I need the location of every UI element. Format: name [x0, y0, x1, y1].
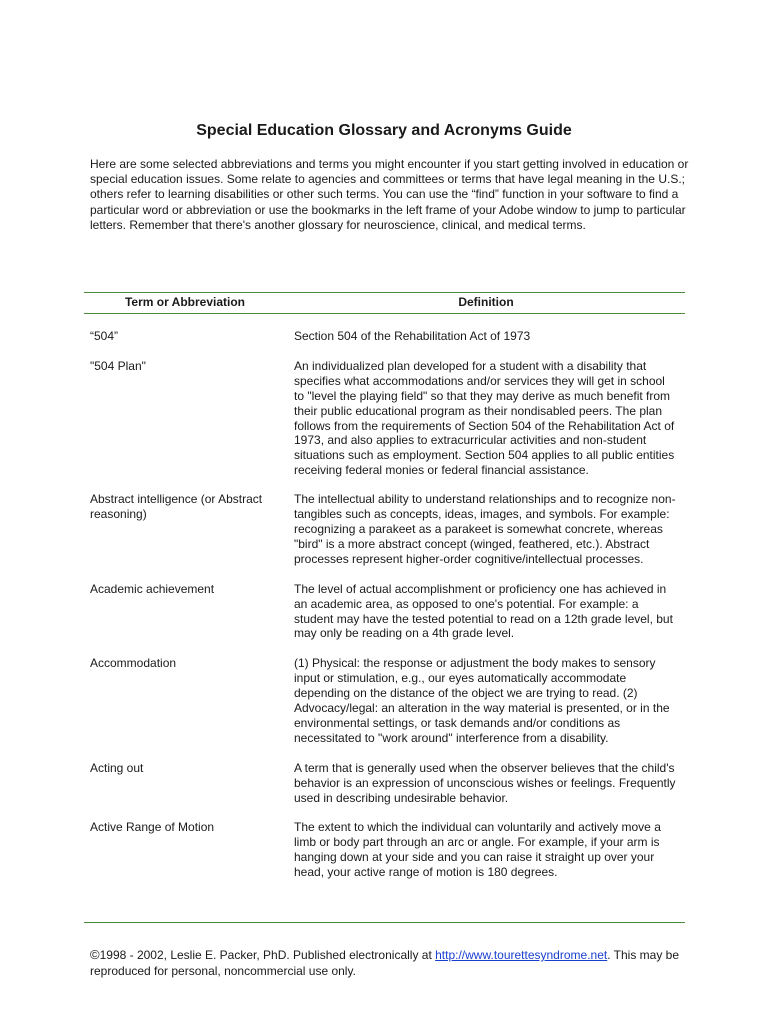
table-row [90, 761, 680, 806]
glossary-term: Accommodation [90, 656, 177, 671]
glossary-definition: The level of actual accomplishment or proficiency one has achieved in an academic area, as opposed to one's potential. For example: a student may have the tested potential to read on a 12th grade level, but may only be reading on a 4th grade level. [294, 581, 673, 641]
glossary-table-body [90, 329, 680, 880]
footer-text-before-link: 1998 - 2002, Leslie E. Packer, PhD. Published electronically at [99, 948, 436, 962]
table-row [90, 329, 680, 344]
intro-paragraph: Here are some selected abbreviations and terms you might encounter if you start getting involved in education or special education issues. Some relate to agencies and committees or terms that have legal meaning in the U.S.; others refer to learning disabilities or other such terms. You can use the “find” function in your software to find a particular word or abbreviation or use the bookmarks in the left frame of your Adobe window to jump to particular letters. Remember that there's another glossary for neuroscience, clinical, and medical terms. [90, 157, 689, 232]
table-row [90, 656, 680, 745]
copyright-symbol: © [90, 947, 100, 962]
glossary-term: Active Range of Motion [90, 820, 215, 835]
document-title: Special Education Glossary and Acronyms Guide [196, 122, 572, 139]
glossary-term: Abstract intelligence (or Abstract reasoning) [90, 492, 263, 522]
glossary-definition: The intellectual ability to understand relationships and to recognize non-tangibles such as concepts, ideas, images, and symbols. For example: recognizing a parakeet as a parakeet is somewhat concrete, whereas "bird" is a more abstract concept (winged, feathered, etc.). Abstract processes represent higher-order cognitive/intellectual processes. [294, 492, 676, 566]
copyright-footer [90, 947, 690, 979]
table-header-rule [84, 313, 685, 314]
glossary-term: Academic achievement [90, 581, 215, 596]
website-link[interactable]: http://www.tourettesyndrome.net [435, 948, 608, 962]
glossary-definition: (1) Physical: the response or adjustment the body makes to sensory input or stimulation, e.g., our eyes automatically accommodate depending on the distance of the object we are trying to read. (2) Advocacy/legal: an alteration in the way material is presented, or in the environmental settings, or task demands and/or conditions as necessitated to "work around" interference from a disability. [294, 656, 670, 745]
footer-text-after-link: . This may be reproduced for personal, noncommercial use only. [90, 948, 680, 978]
glossary-definition: An individualized plan developed for a student with a disability that specifies what accommodations and/or services they will get in school to "level the playing field" so that they may derive as much benefit from their public educational program as their nondisabled peers. The plan follows from the requirements of Section 504 of the Rehabilitation Act of 1973, and also applies to extracurricular activities and non-student situations such as employment. Section 504 applies to all public entities receiving federal monies or federal financial assistance. [294, 358, 675, 478]
table-bottom-rule [84, 922, 685, 923]
column-header-definition: Definition [458, 295, 514, 309]
glossary-term: "504 Plan" [90, 358, 146, 373]
glossary-definition: The extent to which the individual can voluntarily and actively move a limb or body part through an arc or angle. For example, if your arm is hanging down at your side and you can raise it straight up over your head, your active range of motion is 180 degrees. [294, 820, 661, 880]
table-top-rule [84, 292, 685, 293]
glossary-definition: Section 504 of the Rehabilitation Act of 1973 [294, 329, 531, 343]
table-row [90, 582, 680, 642]
glossary-term: “504” [90, 329, 119, 343]
table-row [90, 820, 680, 880]
table-row [90, 492, 680, 567]
table-row [90, 359, 680, 478]
glossary-term: Acting out [90, 760, 144, 775]
glossary-definition: A term that is generally used when the observer believes that the child's behavior is an expression of unconscious wishes or feelings. Frequently used in describing undesirable behavior. [294, 760, 676, 805]
column-header-term: Term or Abbreviation [124, 295, 246, 309]
